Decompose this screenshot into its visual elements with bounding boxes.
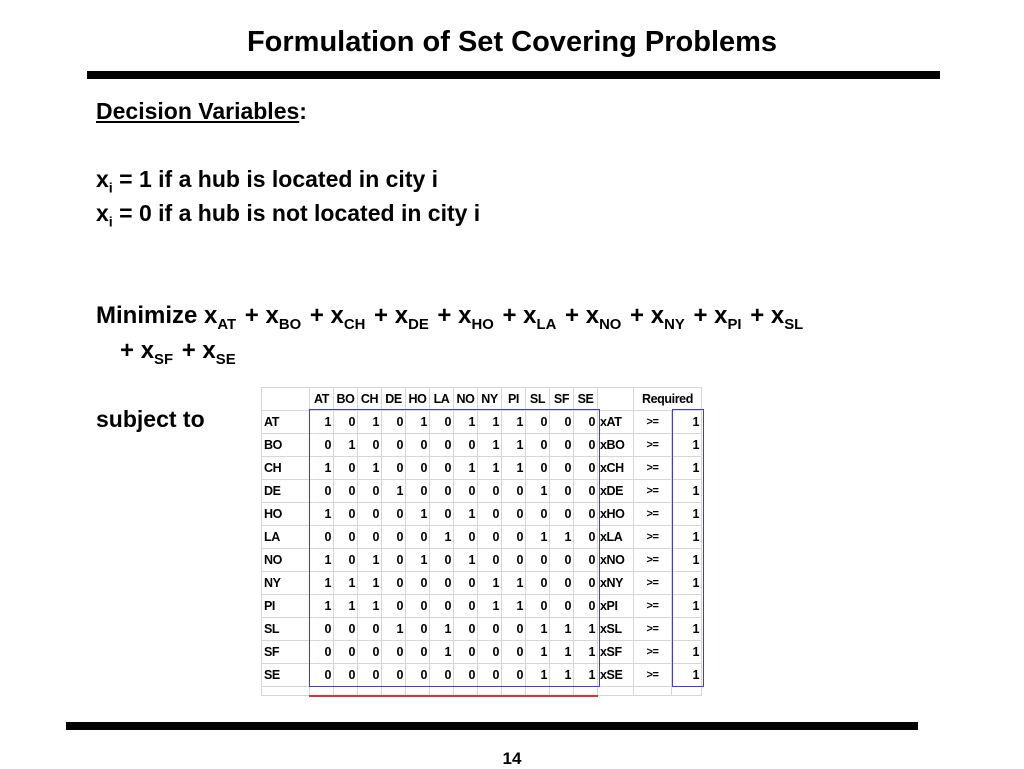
coefficient-cell: 0 xyxy=(478,503,502,526)
coefficient-cell: 1 xyxy=(502,411,526,434)
required-cell: 1 xyxy=(672,434,702,457)
coefficient-cell: 1 xyxy=(526,664,550,687)
coefficient-cell: 0 xyxy=(526,572,550,595)
coefficient-cell: 0 xyxy=(430,480,454,503)
coefficient-cell: 1 xyxy=(358,411,382,434)
coefficient-range-outline xyxy=(309,409,600,687)
required-range-outline xyxy=(672,409,704,687)
var-x: x xyxy=(96,200,109,226)
empty-header-cell xyxy=(598,388,634,411)
coefficient-cell: 0 xyxy=(550,411,574,434)
var-x: x xyxy=(96,166,109,192)
coefficient-cell: 0 xyxy=(526,595,550,618)
coefficient-cell: 0 xyxy=(454,641,478,664)
required-cell: 1 xyxy=(672,572,702,595)
coefficient-cell: 0 xyxy=(502,480,526,503)
coefficient-cell: 0 xyxy=(574,434,598,457)
coefficient-cell: 0 xyxy=(574,480,598,503)
subject-to-label: subject to xyxy=(96,406,205,432)
term-x: x xyxy=(770,302,785,329)
coefficient-cell: 1 xyxy=(334,434,358,457)
term-subscript: DE xyxy=(408,316,429,333)
relation-cell: >= xyxy=(634,641,672,664)
term-subscript: CH xyxy=(343,316,366,333)
term-x: x xyxy=(650,302,665,329)
column-header: AT xyxy=(310,388,334,411)
coefficient-cell: 0 xyxy=(358,641,382,664)
objective-term xyxy=(330,302,366,333)
coefficient-cell: 0 xyxy=(430,434,454,457)
coefficient-cell: 0 xyxy=(382,641,406,664)
column-header: PI xyxy=(502,388,526,411)
term-x: x xyxy=(394,302,409,329)
coefficient-cell: 1 xyxy=(454,457,478,480)
coefficient-cell: 1 xyxy=(502,457,526,480)
variable-name-cell: xAT xyxy=(598,411,634,434)
coefficient-cell: 0 xyxy=(382,434,406,457)
page-number: 14 xyxy=(502,749,522,768)
plus-sign: + xyxy=(120,337,135,364)
required-cell: 1 xyxy=(672,618,702,641)
plus-sign: + xyxy=(502,302,517,329)
term-subscript: NO xyxy=(599,316,622,333)
coefficient-cell: 0 xyxy=(574,572,598,595)
coefficient-cell: 0 xyxy=(358,526,382,549)
coefficient-cell: 0 xyxy=(502,664,526,687)
minimize-keyword: Minimize xyxy=(96,302,198,329)
coefficient-cell: 0 xyxy=(382,595,406,618)
coefficient-cell: 1 xyxy=(358,549,382,572)
required-cell: 1 xyxy=(672,664,702,687)
coefficient-cell: 0 xyxy=(454,434,478,457)
decision-variables-heading xyxy=(96,98,307,125)
term-x: x xyxy=(265,302,279,329)
coefficient-cell: 0 xyxy=(550,457,574,480)
coefficient-cell: 0 xyxy=(550,503,574,526)
row-label: HO xyxy=(262,503,310,526)
variable-name-cell: xSE xyxy=(598,664,634,687)
coefficient-cell: 1 xyxy=(550,664,574,687)
coefficient-cell: 0 xyxy=(502,526,526,549)
heading-colon: : xyxy=(299,98,307,124)
coefficient-cell: 0 xyxy=(310,526,334,549)
relation-cell: >= xyxy=(634,503,672,526)
term-subscript: SL xyxy=(784,316,804,333)
coefficient-cell: 0 xyxy=(406,526,430,549)
term-subscript: SF xyxy=(154,351,174,368)
coefficient-cell: 0 xyxy=(334,641,358,664)
coefficient-cell: 1 xyxy=(478,595,502,618)
slide-title: Formulation of Set Covering Problems xyxy=(246,26,778,58)
row-label: PI xyxy=(262,595,310,618)
coefficient-cell: 0 xyxy=(550,480,574,503)
coefficient-cell: 0 xyxy=(574,526,598,549)
plus-sign: + xyxy=(374,302,389,329)
column-header: NO xyxy=(454,388,478,411)
term-subscript: BO xyxy=(278,316,302,333)
coefficient-cell: 0 xyxy=(478,664,502,687)
coefficient-cell: 0 xyxy=(430,503,454,526)
var-subscript: i xyxy=(108,214,113,231)
coefficient-cell: 0 xyxy=(502,641,526,664)
coefficient-cell: 0 xyxy=(334,526,358,549)
column-header: SL xyxy=(526,388,550,411)
coefficient-cell: 1 xyxy=(478,572,502,595)
coefficient-cell: 0 xyxy=(454,572,478,595)
plus-sign: + xyxy=(750,302,765,329)
title-divider xyxy=(87,71,940,79)
empty-cell xyxy=(262,687,310,696)
coefficient-cell: 0 xyxy=(430,572,454,595)
coefficient-cell: 0 xyxy=(478,526,502,549)
objective-term xyxy=(458,302,494,333)
objective-term xyxy=(202,337,236,368)
coefficient-cell: 0 xyxy=(406,480,430,503)
relation-cell: >= xyxy=(634,572,672,595)
term-subscript: PI xyxy=(727,316,742,333)
coefficient-cell: 1 xyxy=(310,572,334,595)
coefficient-cell: 0 xyxy=(430,549,454,572)
coefficient-cell: 1 xyxy=(310,549,334,572)
required-cell: 1 xyxy=(672,411,702,434)
variable-name-cell: xSF xyxy=(598,641,634,664)
column-header: SE xyxy=(574,388,598,411)
coefficient-cell: 0 xyxy=(550,595,574,618)
coefficient-cell: 0 xyxy=(550,434,574,457)
term-x: x xyxy=(330,302,344,329)
coefficient-cell: 0 xyxy=(382,411,406,434)
objective-line-1 xyxy=(96,302,805,333)
plus-sign: + xyxy=(693,302,708,329)
decision-variables-label: Decision Variables xyxy=(96,98,300,124)
column-header: CH xyxy=(358,388,382,411)
coefficient-cell: 0 xyxy=(382,664,406,687)
objective-term xyxy=(394,302,429,333)
coefficient-cell: 1 xyxy=(430,641,454,664)
column-header: SF xyxy=(550,388,574,411)
row-label: NY xyxy=(262,572,310,595)
required-cell: 1 xyxy=(672,480,702,503)
relation-cell: >= xyxy=(634,618,672,641)
coefficient-cell: 0 xyxy=(310,641,334,664)
coefficient-cell: 0 xyxy=(574,549,598,572)
term-subscript: HO xyxy=(471,316,494,333)
coefficient-cell: 1 xyxy=(454,549,478,572)
relation-cell: >= xyxy=(634,434,672,457)
rule-not-located-text: = 0 if a hub is not located in city i xyxy=(119,200,481,226)
required-cell: 1 xyxy=(672,457,702,480)
coefficient-cell: 1 xyxy=(358,572,382,595)
coefficient-cell: 1 xyxy=(334,595,358,618)
variable-name-cell: xLA xyxy=(598,526,634,549)
coefficient-cell: 0 xyxy=(430,664,454,687)
objective-term xyxy=(204,302,237,333)
relation-cell: >= xyxy=(634,664,672,687)
objective-term xyxy=(650,302,685,333)
term-subscript: SE xyxy=(215,351,236,368)
coefficient-cell: 1 xyxy=(574,664,598,687)
coefficient-cell: 1 xyxy=(550,618,574,641)
coefficient-cell: 0 xyxy=(310,480,334,503)
coefficient-cell: 0 xyxy=(358,480,382,503)
coefficient-cell: 1 xyxy=(382,480,406,503)
relation-cell: >= xyxy=(634,549,672,572)
relation-cell: >= xyxy=(634,411,672,434)
coefficient-cell: 0 xyxy=(526,457,550,480)
coefficient-cell: 1 xyxy=(454,411,478,434)
coefficient-cell: 0 xyxy=(526,411,550,434)
required-cell: 1 xyxy=(672,641,702,664)
variable-name-cell: xNO xyxy=(598,549,634,572)
required-header: Required xyxy=(634,388,702,411)
corner-cell xyxy=(262,388,310,411)
relation-cell: >= xyxy=(634,480,672,503)
coefficient-cell: 0 xyxy=(574,595,598,618)
objective-term xyxy=(140,337,174,368)
coefficient-cell: 1 xyxy=(358,457,382,480)
coefficient-cell: 0 xyxy=(334,664,358,687)
variable-name-cell: xCH xyxy=(598,457,634,480)
coefficient-cell: 1 xyxy=(310,457,334,480)
coefficient-cell: 0 xyxy=(502,549,526,572)
coefficient-cell: 1 xyxy=(574,618,598,641)
coefficient-cell: 0 xyxy=(478,549,502,572)
relation-cell: >= xyxy=(634,526,672,549)
coefficient-cell: 0 xyxy=(334,411,358,434)
row-label: AT xyxy=(262,411,310,434)
empty-cell xyxy=(672,687,702,696)
coefficient-cell: 0 xyxy=(574,503,598,526)
coefficient-cell: 0 xyxy=(454,526,478,549)
objective-line-2 xyxy=(120,337,238,368)
var-subscript: i xyxy=(108,180,113,197)
coefficient-cell: 1 xyxy=(310,411,334,434)
coefficient-cell: 1 xyxy=(478,411,502,434)
coefficient-cell: 0 xyxy=(454,480,478,503)
required-cell: 1 xyxy=(672,503,702,526)
coefficient-cell: 0 xyxy=(334,549,358,572)
coefficient-cell: 1 xyxy=(382,618,406,641)
coefficient-cell: 0 xyxy=(454,595,478,618)
coefficient-cell: 1 xyxy=(334,572,358,595)
coefficient-cell: 1 xyxy=(550,526,574,549)
coefficient-cell: 1 xyxy=(478,434,502,457)
term-x: x xyxy=(585,302,600,329)
coefficient-cell: 0 xyxy=(382,572,406,595)
coefficient-cell: 0 xyxy=(382,503,406,526)
selection-underline xyxy=(309,695,598,697)
coefficient-cell: 0 xyxy=(406,618,430,641)
term-subscript: AT xyxy=(217,316,237,333)
coefficient-cell: 0 xyxy=(574,411,598,434)
coefficient-cell: 0 xyxy=(358,503,382,526)
coefficient-cell: 0 xyxy=(382,526,406,549)
coefficient-cell: 1 xyxy=(406,549,430,572)
variable-name-cell: xNY xyxy=(598,572,634,595)
coefficient-cell: 0 xyxy=(550,549,574,572)
row-label: SE xyxy=(262,664,310,687)
coefficient-cell: 0 xyxy=(334,457,358,480)
coefficient-cell: 0 xyxy=(310,434,334,457)
coefficient-cell: 0 xyxy=(526,503,550,526)
rule-located-text: = 1 if a hub is located in city i xyxy=(119,166,439,192)
variable-name-cell: xPI xyxy=(598,595,634,618)
coefficient-cell: 0 xyxy=(430,595,454,618)
relation-cell: >= xyxy=(634,595,672,618)
coefficient-cell: 1 xyxy=(502,434,526,457)
coefficient-cell: 0 xyxy=(310,618,334,641)
coefficient-cell: 0 xyxy=(358,618,382,641)
term-x: x xyxy=(714,302,728,329)
empty-cell xyxy=(598,687,634,696)
row-label: SF xyxy=(262,641,310,664)
coefficient-cell: 0 xyxy=(574,457,598,480)
objective-term xyxy=(523,302,557,333)
coefficient-cell: 0 xyxy=(526,434,550,457)
coefficient-cell: 0 xyxy=(406,595,430,618)
coefficient-cell: 1 xyxy=(526,618,550,641)
coefficient-cell: 1 xyxy=(430,526,454,549)
coefficient-cell: 0 xyxy=(502,618,526,641)
coefficient-cell: 0 xyxy=(334,480,358,503)
required-cell: 1 xyxy=(672,595,702,618)
variable-name-cell: xBO xyxy=(598,434,634,457)
objective-term xyxy=(265,302,302,333)
coefficient-cell: 1 xyxy=(526,641,550,664)
row-label: DE xyxy=(262,480,310,503)
row-label: LA xyxy=(262,526,310,549)
coefficient-cell: 1 xyxy=(502,572,526,595)
coefficient-cell: 0 xyxy=(406,572,430,595)
footer-divider xyxy=(66,722,918,730)
coefficient-cell: 0 xyxy=(310,664,334,687)
coefficient-cell: 0 xyxy=(478,480,502,503)
term-subscript: LA xyxy=(536,316,557,333)
plus-sign: + xyxy=(309,302,324,329)
variable-name-cell: xHO xyxy=(598,503,634,526)
coefficient-cell: 0 xyxy=(334,503,358,526)
coefficient-cell: 1 xyxy=(406,503,430,526)
term-subscript: NY xyxy=(664,316,685,333)
variable-name-cell: xDE xyxy=(598,480,634,503)
coefficient-cell: 0 xyxy=(550,572,574,595)
coefficient-cell: 0 xyxy=(406,434,430,457)
coefficient-cell: 0 xyxy=(502,503,526,526)
coefficient-cell: 0 xyxy=(454,618,478,641)
coefficient-cell: 0 xyxy=(406,664,430,687)
coefficient-cell: 0 xyxy=(382,549,406,572)
required-cell: 1 xyxy=(672,549,702,572)
variable-definition-not-located xyxy=(96,200,480,231)
objective-term xyxy=(585,302,622,333)
column-header: DE xyxy=(382,388,406,411)
coefficient-cell: 1 xyxy=(478,457,502,480)
coefficient-cell: 1 xyxy=(406,411,430,434)
coefficient-cell: 0 xyxy=(526,549,550,572)
relation-cell: >= xyxy=(634,457,672,480)
required-cell: 1 xyxy=(672,526,702,549)
term-x: x xyxy=(140,337,155,364)
coefficient-cell: 0 xyxy=(430,457,454,480)
objective-term xyxy=(770,302,804,333)
plus-sign: + xyxy=(565,302,580,329)
coefficient-cell: 1 xyxy=(550,641,574,664)
coefficient-cell: 1 xyxy=(526,480,550,503)
plus-sign: + xyxy=(244,302,259,329)
coefficient-cell: 0 xyxy=(406,641,430,664)
variable-definition-located xyxy=(96,166,438,197)
objective-term xyxy=(714,302,742,333)
term-x: x xyxy=(523,302,537,329)
row-label: CH xyxy=(262,457,310,480)
coefficient-cell: 1 xyxy=(526,526,550,549)
coefficient-cell: 1 xyxy=(502,595,526,618)
coefficient-cell: 0 xyxy=(454,664,478,687)
plus-sign: + xyxy=(437,302,452,329)
row-label: NO xyxy=(262,549,310,572)
coefficient-cell: 1 xyxy=(574,641,598,664)
column-header: LA xyxy=(430,388,454,411)
coefficient-cell: 0 xyxy=(478,618,502,641)
coefficient-cell: 1 xyxy=(454,503,478,526)
coefficient-cell: 1 xyxy=(430,618,454,641)
row-label: BO xyxy=(262,434,310,457)
plus-sign: + xyxy=(181,337,196,364)
term-x: x xyxy=(458,302,472,329)
coefficient-cell: 0 xyxy=(406,457,430,480)
row-label: SL xyxy=(262,618,310,641)
term-x: x xyxy=(204,302,218,329)
term-x: x xyxy=(202,337,216,364)
column-header: NY xyxy=(478,388,502,411)
coefficient-cell: 1 xyxy=(310,595,334,618)
coefficient-cell: 0 xyxy=(382,457,406,480)
empty-cell xyxy=(634,687,672,696)
coefficient-cell: 1 xyxy=(310,503,334,526)
plus-sign: + xyxy=(630,302,645,329)
coefficient-cell: 0 xyxy=(358,664,382,687)
coefficient-cell: 0 xyxy=(358,434,382,457)
coefficient-cell: 0 xyxy=(334,618,358,641)
table-header-row xyxy=(262,388,702,411)
coefficient-cell: 0 xyxy=(430,411,454,434)
column-header: HO xyxy=(406,388,430,411)
variable-name-cell: xSL xyxy=(598,618,634,641)
coefficient-cell: 0 xyxy=(478,641,502,664)
column-header: BO xyxy=(334,388,358,411)
coefficient-cell: 1 xyxy=(358,595,382,618)
